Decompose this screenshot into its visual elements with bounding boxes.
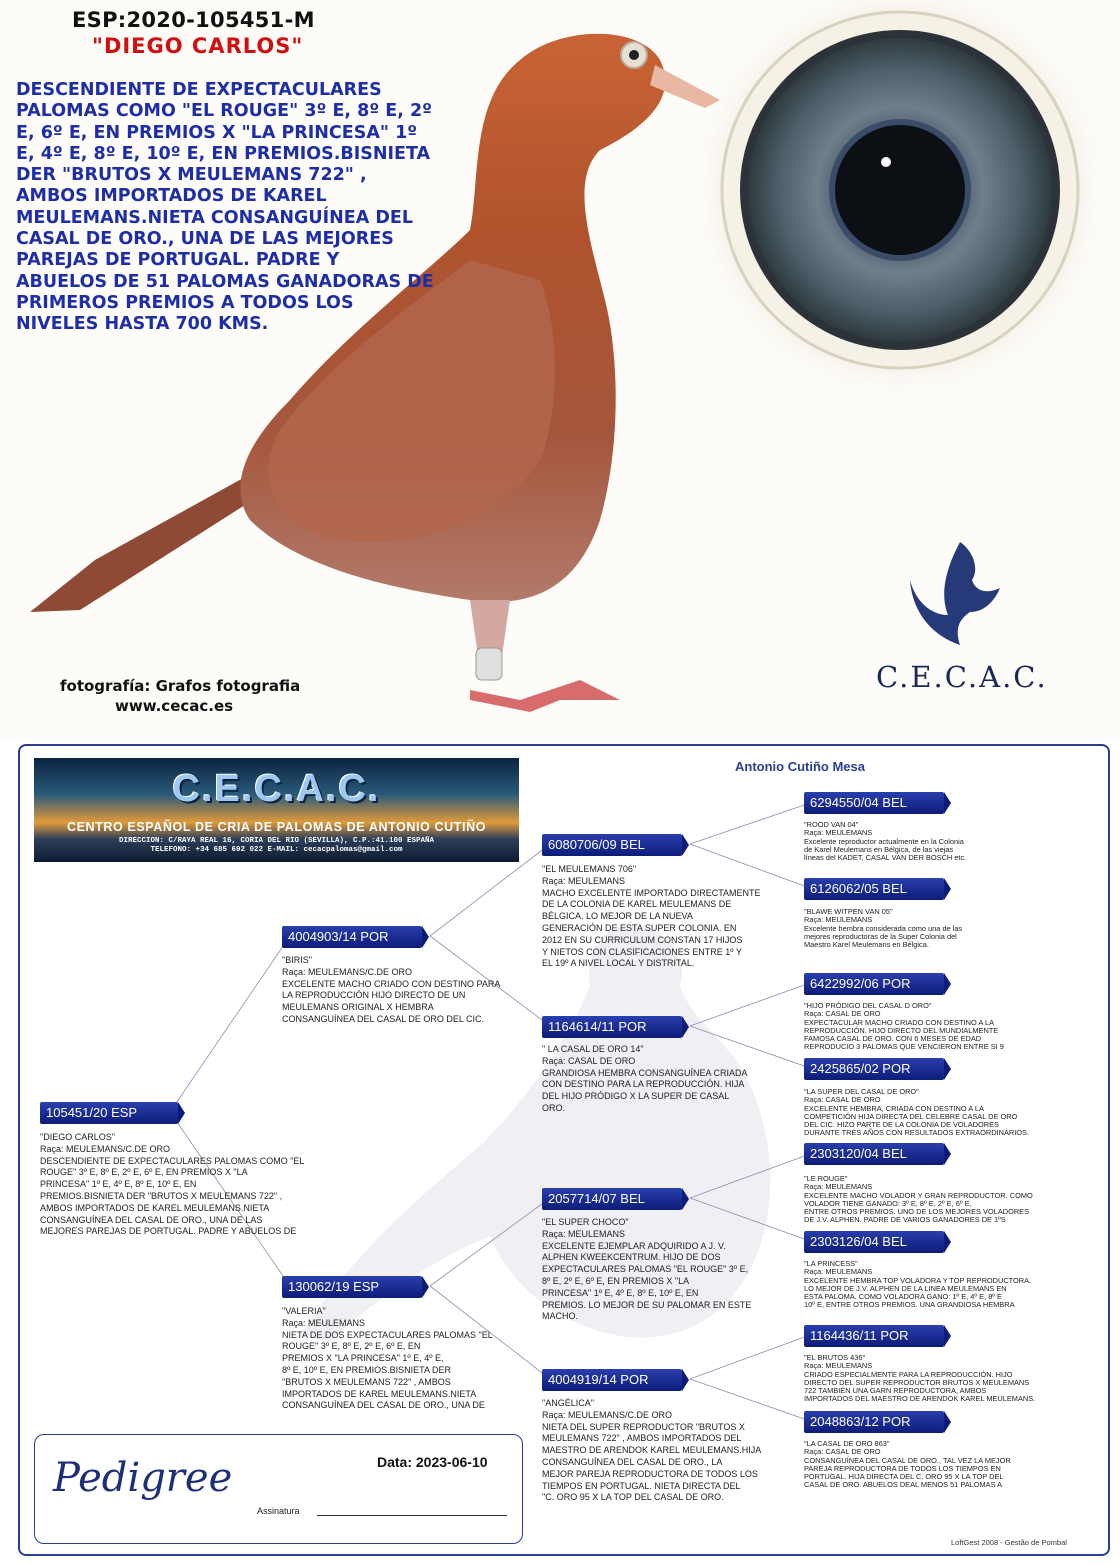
sdd-ring-box[interactable]: 2425865/02 POR — [804, 1058, 944, 1080]
brand-name: C.E.C.A.C. — [876, 660, 1048, 694]
dam-sire-ring-box[interactable]: 2057714/07 BEL — [542, 1188, 682, 1210]
dss-details: "LE ROUGE" Raça: MEULEMANS EXCELENTE MACHO VOLADOR Y GRAN REPRODUCTOR. COMO VOLADOR TIENE GANADO: 3º E, 8º E, 2º E, 6º E, ENTRE OTROS PREMIOS. UNO DE LOS MEJORES VOLADORES DE J.V. ALPHEN. PADRE DE VARIOS GANADORES DE 1ºS — [804, 1174, 1033, 1225]
sire-ring-box[interactable]: 4004903/14 POR — [282, 926, 422, 948]
dsd-ring-box[interactable]: 2303126/04 BEL — [804, 1231, 944, 1253]
pedigree-signature-box — [34, 1434, 523, 1544]
subject-ring-box[interactable]: 105451/20 ESP — [40, 1102, 178, 1124]
subject-details: "DIEGO CARLOS" Raça: MEULEMANS/C.DE ORO DESCENDIENTE DE EXPECTACULARES PALOMAS COMO "EL ROUGE" 3º E, 8º E, 2º E, 6º E, EN PREMIOS X "LA PRINCESA" 1º E, 4º E, 8º E, 10º E, EN PREMIOS.BISNIETA DER "BRUTOS X MEULEMANS 722" , AMBOS IMPORTADOS DE KAREL MEULEMANS.NIETA CONSANGUÍNEA DEL CASAL DE ORO., UNA DE LAS MEJORES PAREJAS DE PORTUGAL. PADRE Y ABUELOS DE — [40, 1132, 305, 1237]
sdd-details: "LA SUPER DEL CASAL DE ORO" Raça: CASAL DE ORO EXCELENTE HEMBRA, CRIADA CON DESTINO A LA COMPETICIÓN HIJA DIRECTA DEL CELEBRE CASAL DE ORO DEL CIC. HIZO PARTE DE LA COLONIA DE VOLADORES DURANTE TRES AÑOS CON RESULTADOS EXTRAORDINARIOS. — [804, 1087, 1030, 1138]
signature-label: Assinatura — [257, 1506, 300, 1516]
sss-ring-box[interactable]: 6294550/04 BEL — [804, 792, 944, 814]
banner-subtitle: CENTRO ESPAÑOL DE CRIA DE PALOMAS DE ANTONIO CUTIÑO — [66, 820, 487, 834]
website-link[interactable]: www.cecac.es — [115, 697, 234, 715]
ssd-ring-box[interactable]: 6126062/05 BEL — [804, 878, 944, 900]
sss-details: "ROOD VAN 04" Raça: MEULEMANS Excelente reproductor actualmente en la Colonia de Karel Meulemans en Bélgica, de las viejas líneas del KADET, CASAL VAN DER BOSCH etc. — [804, 820, 967, 863]
sire-sire-details: "EL MEULEMANS 706" Raça: MEULEMANS MACHO EXCELENTE IMPORTADO DIRECTAMENTE DE LA COLONIA DE KAREL MEULEMANS DE BÉLGICA. LO MEJOR DE LA NUEVA GENERACIÓN DE ESTA SUPER COLONIA. EN 2012 EN SU CURRICULUM CONSTAN 17 HIJOS Y NIETOS CON CLASIFICACIONES ENTRE 1º Y EL 19º A NIVEL LOCAL Y DISTRITAL. — [542, 864, 761, 969]
dove-logo-icon — [900, 540, 1010, 655]
dds-ring-box[interactable]: 1164436/11 POR — [804, 1325, 944, 1347]
sds-ring-box[interactable]: 6422992/06 POR — [804, 973, 944, 995]
dam-dam-ring-box[interactable]: 4004919/14 POR — [542, 1369, 682, 1391]
dam-dam-details: "ANGÉLICA" Raça: MEULEMANS/C.DE ORO NIETA DEL SUPER REPRODUCTOR "BRUTOS X MEULEMANS 722" , AMBOS IMPORTADOS DEL MAESTRO DE ARENDOK KAREL MEULEMANS.HIJA CONSANGUÍNEA DEL CASAL DE ORO., LA MEJOR PAREJA REPRODUCTORA DE TODOS LOS TIEMPOS EN PORTUGAL. NIETA DIRECTA DEL "C. ORO 95 X LA TOP DEL CASAL DE ORO. — [542, 1398, 762, 1503]
pedigree-label: Pedigree — [53, 1455, 233, 1501]
banner-contact-line: TELEFONO: +34 685 692 022 E-MAIL: cecacpalomas@gmail.com — [150, 846, 403, 854]
dss-ring-box[interactable]: 2303120/04 BEL — [804, 1143, 944, 1165]
dam-sire-details: "EL SUPER CHOCO" Raça: MEULEMANS EXCELENTE EJEMPLAR ADQUIRIDO A J. V. ALPHEN KWEEKCENTRUM. HIJO DE DOS EXPECTACULARES PALOMAS "EL ROUGE" 3º E, 8º E, 2º E, 6º E, EN PREMIOS X "LA PRINCESA" 1º E, 4º E, 8º E, 10º E, EN PREMIOS. LO MEJOR DE SU PALOMAR EN ESTE MACHO. — [542, 1217, 752, 1322]
sire-details: "BIRIS" Raça: MEULEMANS/C.DE ORO EXCELENTE MACHO CRIADO CON DESTINO PARA LA REPRODUCCIÓN HIJO DIRECTO DE UN MEULEMANS ORIGINAL X HEMBRA CONSANGUÍNEA DEL CASAL DE ORO DEL CIC. — [282, 955, 501, 1024]
sds-details: "HIJO PRÓDIGO DEL CASAL D ORO" Raça: CASAL DE ORO EXPECTACULAR MACHO CRIADO CON DESTINO A LA REPRODUCCIÓN. HIJO DIRECTO DEL MUNDIALMENTE FAMOSA CASAL DE ORO. CON 6 MESES DE EDAD REPRODUCIO 3 PALOMAS QUE VENCIERON ENTRE SI 9 — [804, 1001, 1004, 1052]
ddd-details: "LA CASAL DE ORO 863" Raça: CASAL DE ORO CONSANGUÍNEA DEL CASAL DE ORO., TAL VEZ LA MEJOR PAREJA REPRODUCTORA DE TODOS LOS TIEMPOS EN PORTUGAL. HIJA DIRECTA DEL C. ORO 95 X LA TOP DEL CASAL DE ORO. ABUELOS DEAL MENOS 51 PALOMAS A — [804, 1439, 1011, 1490]
signature-line[interactable] — [317, 1515, 507, 1516]
banner-address-line: DIRECCION: C/RAYA REAL 16, CORIA DEL RIO (SEVILLA), C.P.:41.100 ESPAÑA — [118, 837, 435, 845]
pigeon-photo-panel — [0, 0, 1120, 738]
photo-credit: fotografía: Grafos fotografia — [60, 677, 301, 695]
ring-number-title: ESP:2020-105451-M — [72, 8, 315, 32]
pedigree-sheet — [18, 744, 1110, 1556]
sire-dam-ring-box[interactable]: 1164614/11 POR — [542, 1016, 682, 1038]
sire-dam-details: " LA CASAL DE ORO 14" Raça: CASAL DE ORO GRANDIOSA HEMBRA CONSANGUÍNEA CRIADA CON DESTINO PARA LA REPRODUCCIÓN. HIJA DEL HIJO PRÓDIGO X LA SUPER DE CASAL ORO. — [542, 1044, 748, 1113]
dds-details: "EL BRUTOS 436" Raça: MEULEMANS CRIADO ESPECIALMENTE PARA LA REPRODUCCIÓN. HIJO DIRECTO DEL SUPER REPRODUCTOR BRUTOS X MEULEMANS 722 TAMBIÉN UNA GARN REPRODUCTORA, AMBOS IMPORTADOS DEL MAESTRO DE ARENDOK KAREL MEULEMANS. — [804, 1353, 1036, 1404]
banner-title: C.E.C.A.C. — [172, 768, 381, 810]
dam-ring-box[interactable]: 130062/19 ESP — [282, 1276, 422, 1298]
bird-description: DESCENDIENTE DE EXPECTACULARES PALOMAS COMO "EL ROUGE" 3º E, 8º E, 2º E, 6º E, EN PREMIOS X "LA PRINCESA" 1º E, 4º E, 8º E, 10º E, EN PREMIOS.BISNIETA DER "BRUTOS X MEULEMANS 722" , AMBOS IMPORTADOS DE KAREL MEULEMANS.NIETA CONSANGUÍNEA DEL CASAL DE ORO., UNA DE LAS MEJORES PAREJAS DE PORTUGAL. PADRE Y ABUELOS DE 51 PALOMAS GANADORAS DE PRIMEROS PREMIOS A TODOS LOS NIVELES HASTA 700 KMS. — [16, 80, 434, 335]
dsd-details: "LA PRINCESS" Raça: MEULEMANS EXCELENTE HEMBRA TOP VOLADORA Y TOP REPRODUCTORA. LO MEJOR DE J.V. ALPHEN DE LA LINEA MEULEMANS EN ESTA PALOMA. COMO VOLADORA GANO: 1º E, 4º E, 8º E 10º E, ENTRE OTROS PREMIOS. UNA GRANDIOSA HEMBRA — [804, 1259, 1032, 1310]
sire-sire-ring-box[interactable]: 6080706/09 BEL — [542, 834, 682, 856]
breeder-name: Antonio Cutiño Mesa — [735, 759, 865, 774]
ssd-details: "BLAWE WITPEN VAN 05" Raça: MEULEMANS Excelente hembra considerada como una de las mejores reproductoras de la Super Colonia del Maestro Karel Meulemans en Bélgica. — [804, 907, 963, 950]
dam-details: "VALERIA" Raça: MEULEMANS NIETA DE DOS EXPECTACULARES PALOMAS "EL ROUGE" 3º E, 8º E, 2º E, 6º E, EN PREMIOS X "LA PRINCESA" 1º E, 4º E, 8º E, 10º E, EN PREMIOS.BISNIETA DER "BRUTOS X MEULEMANS 722" , AMBOS IMPORTADOS DE KAREL MEULEMANS.NIETA CONSANGUÍNEA DEL CASAL DE ORO., UNA DE — [282, 1306, 493, 1411]
ddd-ring-box[interactable]: 2048863/12 POR — [804, 1411, 944, 1433]
pedigree-date: Data: 2023-06-10 — [377, 1454, 488, 1470]
software-footer: LoftGest 2008 - Gestão de Pombal — [951, 1538, 1067, 1547]
bird-name-title: "DIEGO CARLOS" — [92, 34, 304, 58]
